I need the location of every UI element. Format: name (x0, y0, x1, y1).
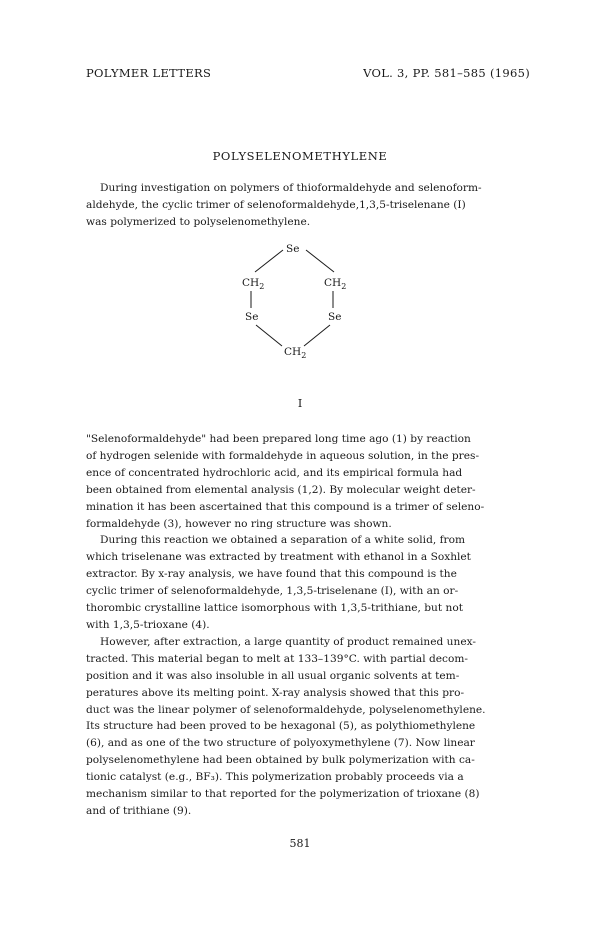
body-text (86, 431, 546, 820)
text-line: ence of concentrated hydrochloric acid, and its empirical formula had (86, 466, 463, 479)
text-line: cyclic trimer of selenoformaldehyde, 1,3,5-triselenane (I), with an or- (86, 585, 459, 598)
text-line: formaldehyde (3), however no ring structure was shown. (86, 517, 392, 530)
text-line: "Selenoformaldehyde" had been prepared long time ago (1) by reaction (86, 433, 471, 445)
text-line: However, after extraction, a large quantity of product remained unex- (100, 635, 476, 648)
atom-se-right: Se (328, 311, 342, 323)
atom-ch2-right: $CH_2$ (324, 277, 347, 291)
text-line: During investigation on polymers of thioformaldehyde and selenoform- (100, 182, 482, 194)
page-number: 581 (289, 837, 311, 850)
text-line: mination it has been ascertained that this compound is a trimer of seleno- (86, 500, 485, 513)
text-line: tracted. This material began to melt at 133–139°C. with partial decom- (86, 652, 468, 665)
bond-line (304, 325, 330, 346)
text-line: of hydrogen selenide with formaldehyde in aqueous solution, in the pres- (86, 449, 480, 462)
bond-line (306, 250, 334, 272)
text-line: mechanism similar to that reported for the polymerization of trioxane (8) (86, 788, 480, 801)
intro-paragraph (86, 180, 546, 231)
atom-ch2-left: $CH_2$ (242, 277, 265, 291)
journal-name: POLYMER LETTERS (86, 66, 212, 80)
text-line: with 1,3,5-trioxane (4). (86, 618, 210, 631)
triselenane-structure (220, 238, 380, 388)
bond-line (256, 325, 282, 346)
article-title: POLYSELENOMETHYLENE (212, 149, 388, 163)
volume-citation: VOL. 3, PP. 581–585 (1965) (363, 66, 530, 80)
text-line: extractor. By x-ray analysis, we have found that this compound is the (86, 568, 457, 581)
atom-ch2-bottom: $CH_2$ (284, 346, 307, 360)
atom-se-top: Se (286, 243, 300, 255)
text-line: (6), and as one of the two structure of polyoxymethylene (7). Now linear (86, 737, 475, 750)
text-line: During this reaction we obtained a separation of a white solid, from (100, 534, 465, 547)
text-line: aldehyde, the cyclic trimer of selenoformaldehyde,1,3,5-triselenane (I) (86, 198, 466, 211)
atom-se-left: Se (245, 311, 259, 323)
text-line: Its structure had been proved to be hexagonal (5), as polythiomethylene (86, 720, 476, 733)
text-line: was polymerized to polyselenomethylene. (86, 215, 311, 228)
running-header (86, 66, 530, 80)
text-line: thorombic crystalline lattice isomorphous with 1,3,5-trithiane, but not (86, 602, 463, 615)
text-line: been obtained from elemental analysis (1,2). By molecular weight deter- (86, 483, 476, 496)
text-line: tionic catalyst (e.g., BF₃). This polymerization probably proceeds via a (86, 771, 464, 784)
bond-line (255, 250, 283, 272)
text-line: peratures above its melting point. X-ray analysis showed that this pro- (86, 686, 465, 699)
text-line: which triselenane was extracted by treatment with ethanol in a Soxhlet (86, 551, 471, 564)
text-line: position and it was also insoluble in all usual organic solvents at tem- (86, 669, 460, 682)
ring-diagram (220, 238, 380, 388)
text-line: polyselenomethylene had been obtained by bulk polymerization with ca- (86, 754, 475, 767)
text-line: duct was the linear polymer of selenoformaldehyde, polyselenomethylene. (86, 703, 486, 716)
compound-label: I (297, 397, 303, 410)
text-line: and of trithiane (9). (86, 804, 192, 817)
